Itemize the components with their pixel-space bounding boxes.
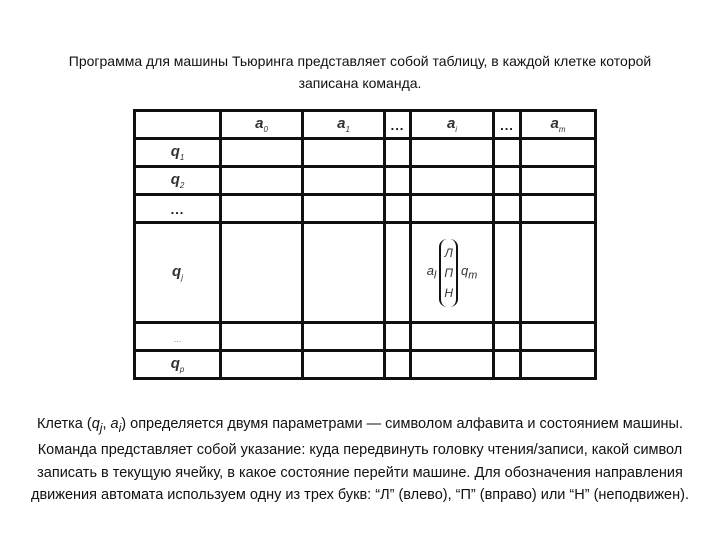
table-row [135,195,596,223]
row-header: $q_2$ [135,167,221,195]
table-row [135,167,596,195]
col-header: $a_0$ [221,111,303,139]
row-header: $q_j$ [135,223,221,323]
row-header: $q_1$ [135,139,221,167]
col-header: $a_m$ [521,111,596,139]
corner-cell [135,111,221,139]
table-row [135,223,596,323]
table-row [135,139,596,167]
row-header-ellipsis: ... [135,323,221,351]
row-header-ellipsis: ... [135,195,221,223]
table-row [135,351,596,379]
col-header-ellipsis: ... [494,111,521,139]
description-paragraph: Клетка ($q_j$, $a_i$) определяется двумя параметрами — символом алфавита и состоянием машины. Команда представляет собой указание: куда передвинуть головку чтения/записи, какой символ записать в текущую ячейку, в какое состояние перейти машине. Для обозначения направления движения автомата используем одну из трех букв: “Л” (влево), “П” (вправо) или “Н” (неподвижен). [31,416,689,504]
move-options: Л П Н [439,239,458,307]
col-header: $a_i$ [411,111,494,139]
command-symbol: $a_l$ [426,263,437,282]
command-cell [411,223,494,323]
col-header-ellipsis: ... [385,111,411,139]
command-state: $q_m$ [461,263,478,282]
slide-title: Программа для машины Тьюринга представляет собой таблицу, в каждой клетке которой записана команда. [68,53,652,91]
turing-program-table [133,109,597,380]
header-row [135,111,596,139]
col-header: $a_1$ [303,111,385,139]
row-header: $q_p$ [135,351,221,379]
table-row [135,323,596,351]
